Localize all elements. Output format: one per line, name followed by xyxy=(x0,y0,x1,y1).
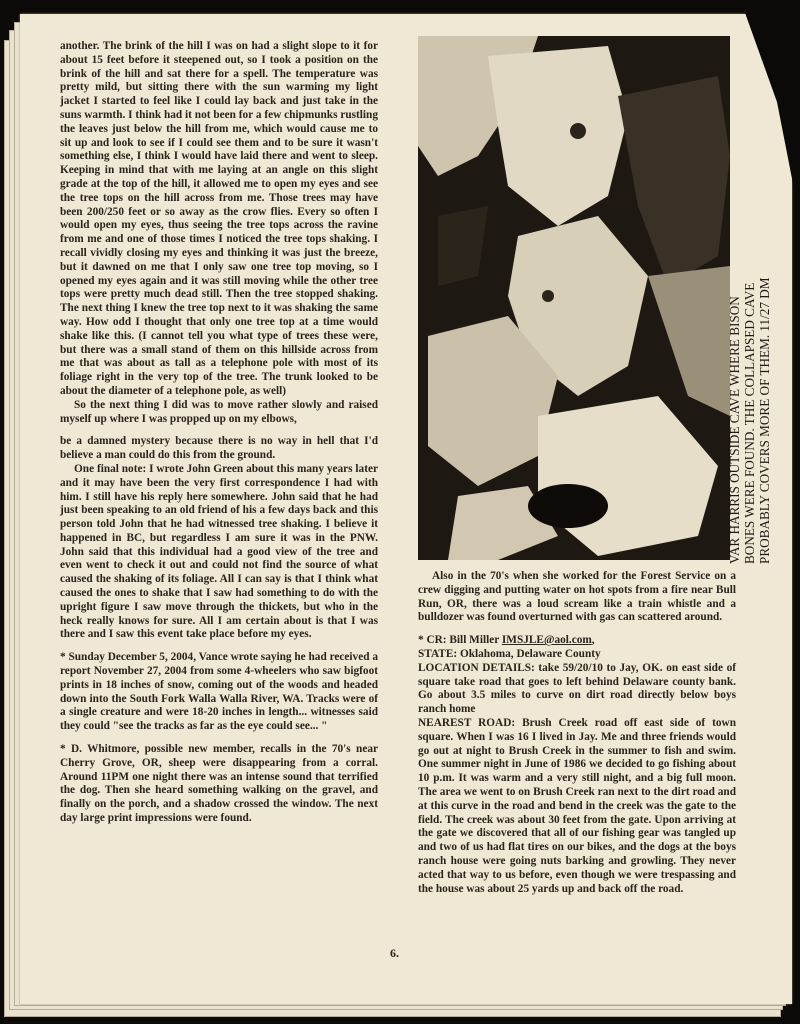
left-column xyxy=(60,40,378,826)
cave-photo xyxy=(418,36,730,560)
caption-line: VAR HARRIS OUTSIDE CAVE WHERE BISON xyxy=(727,296,742,564)
contributor-name: * CR: Bill Miller xyxy=(418,634,500,647)
contributor-email: IMSJLE@aol.com xyxy=(501,634,592,647)
cave-photo-image xyxy=(418,36,730,560)
caption-line: BONES WERE FOUND. THE COLLAPSED CAVE xyxy=(742,282,757,564)
page-number: 6. xyxy=(390,946,399,960)
contributor-email-suffix: , xyxy=(591,634,595,647)
right-column xyxy=(418,570,736,896)
location-details: LOCATION DETAILS: take 59/20/10 to Jay, OK. on east side of square take road that goes to left behind Delaware county bank. Go about 3.5 miles to curve on dirt road directly below boys ranch home xyxy=(418,661,736,716)
report-item: * D. Whitmore, possible new member, recalls in the 70's near Cherry Grove, OR, sheep were disappearing from a corral. Around 11PM one night there was an intense sound that terrified the dog. Then she heard something walking on the gravel, and finally on the porch, and a shadow crossed the window. The next day large print impressions were found. xyxy=(60,743,378,825)
caption-line: PROBABLY COVERS MORE OF THEM. 11/27 DM xyxy=(757,277,772,564)
report-item: * Sunday December 5, 2004, Vance wrote saying he had received a report November 27, 2004 from some 4-wheelers who saw bigfoot prints in 18 inches of snow, coming out of the woods and headed down into the South Fork Walla Walla River, WA. Tracks were of a single creature and were 18-20 inches in length... witnesses said they could "see the tracks as far as the eye could see... " xyxy=(60,651,378,733)
contributor-line xyxy=(418,634,736,648)
photo-caption xyxy=(727,234,787,564)
report-paragraph: Also in the 70's when she worked for the Forest Service on a crew digging and putting water on hot spots from a fire near Bull Run, OR, there was a loud scream like a train whistle and a bulldozer was found overturned with gas can scattered around. xyxy=(418,570,736,624)
story-paragraph: So the next thing I did was to move rather slowly and raised myself up where I was propped up on my elbows, xyxy=(60,398,378,425)
state-line: STATE: Oklahoma, Delaware County xyxy=(418,647,601,660)
story-paragraph: be a damned mystery because there is no way in hell that I'd believe a man could do this from the ground. xyxy=(60,435,378,462)
nearest-road: NEAREST ROAD: Brush Creek road off east side of town square. When I was 16 I lived in Jay. Me and three friends would go out at night to Brush Creek in the summer to fish and swim. One summer night in June of 1986 we decided to go fishing about 10 p.m. It was warm and a very still night, and a big full moon. The area we went to on Brush Creek ran next to the dirt road and at this curve in the road and bend in the creek was the gate to the field. The creek was about 30 feet from the gate. Upon arriving at the gate we discovered that all of our fishing gear was tangled up and two of us had flat tires on our bikes, and the dogs at the boys ranch house were going nuts barking and growling. They never acted that way to us before, even though we were trespassing and the house was about 25 yards up and back off the road. xyxy=(418,716,736,895)
story-paragraph: another. The brink of the hill I was on had a slight slope to it for about 15 feet before it steepened out, so I took a position on the brink of the hill and sat there for a spell. The temperature was pretty mild, but sitting there with the sun warming my light jacket I started to feel like I could lay back and just take in the suns warmth. I think had it not been for a few chipmunks rustling the leaves just below the hill from me, which would cause me to sit up and look to see if I could see them and to be sure it wasn't something else, I think I would have laid there and went to sleep. Keeping in mind that with me laying at an angle on this slight grade at the top of the hill, it allowed me to open my eyes and see the tree tops on the hill across from me. Those trees may have been 200/250 feet or so away as the crow flies. Every so often I would open my eyes, thus seeing the tree tops across the ravine from me and one of those times I noticed the tree tops shaking. I recall vividly closing my eyes and thinking it was just the breeze, but it dawned on me that I only saw one tree top moving, so I opened my eyes again and it was still moving while the other tree tops were pretty much dead still. Then the tree stopped shaking. The next thing I knew the tree top next to it was shaking the same way. How odd I thought that only one tree top at a time would shake like this. (I cannot tell you what type of trees these were, but there was a small stand of them on this hillside across from me that was about as tall as a telephone pole with most of its foliage right in the very top of the tree. The trunk looked to be about the diameter of a telephone pole, as well) xyxy=(60,40,378,397)
story-paragraph: One final note: I wrote John Green about this many years later and it may have been the very first correspondence I had with him. I still have his reply here somewhere. John said that he had just been speaking to an old friend of his a few days back and this person told John that he had witnessed tree shaking. I believe it happened in BC, but regardless I am sure it was in the PNW. John said that this individual had a good view of the tree and even went to check it out and could not find the source of what caused the shaking of its foliage. All I can say is that I think what caused the ones to shake that I saw had something to do with the upright figure I saw move through the thickets, but who in the heck really knows for sure. All I am certain about is that I was there and I saw this event take place before my eyes. xyxy=(60,462,378,641)
